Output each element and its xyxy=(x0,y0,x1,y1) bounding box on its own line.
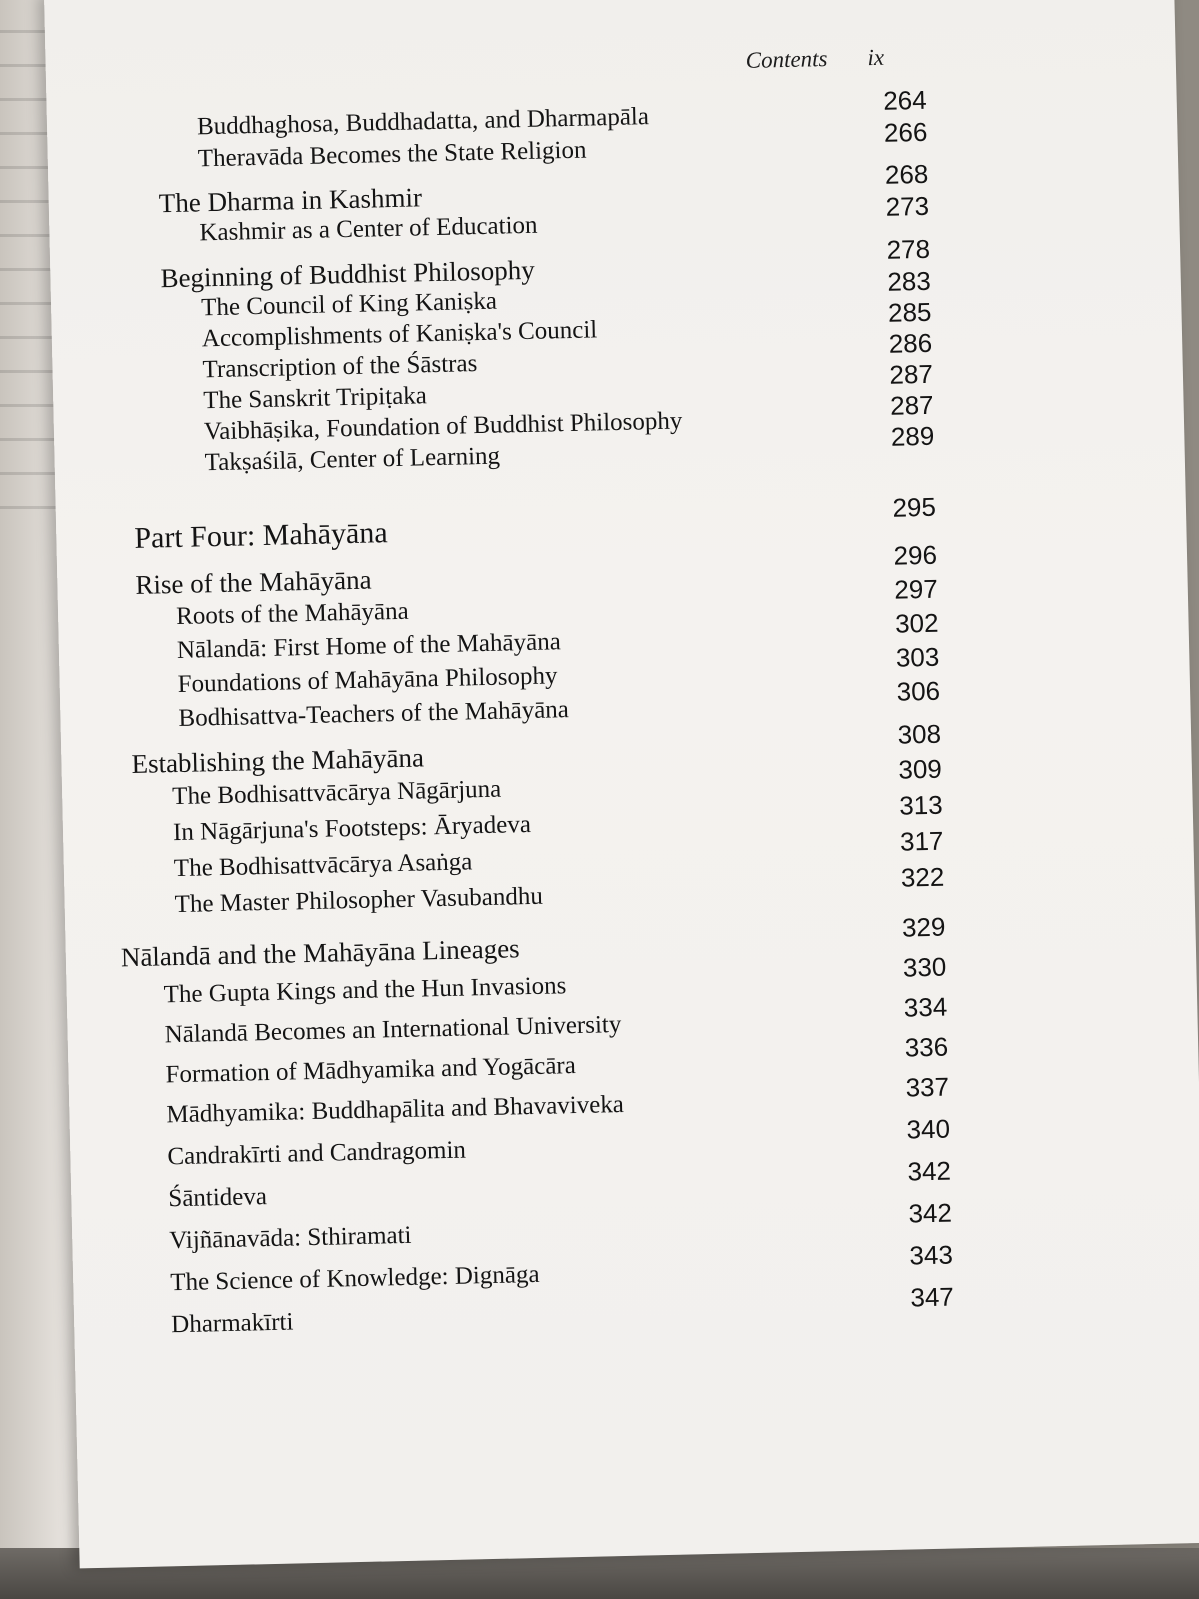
toc-entry-page: 306 xyxy=(896,675,941,707)
toc-entry-title: Beginning of Buddhist Philosophy xyxy=(160,254,536,294)
toc-entry-page: 329 xyxy=(901,911,946,943)
toc-entry-title: The Sanskrit Tripiṭaka xyxy=(202,382,428,415)
toc-entry-page: 266 xyxy=(883,116,928,148)
toc-entry-title: Śāntideva xyxy=(168,1183,268,1213)
toc-entry-title: Nālandā and the Mahāyāna Lineages xyxy=(120,933,520,973)
toc-entry-title: Rise of the Mahāyāna xyxy=(135,564,372,600)
toc-entry-title: Nālandā: First Home of the Mahāyāna xyxy=(176,628,562,664)
toc-entry-title: Accomplishments of Kaniṣka's Council xyxy=(201,316,598,353)
toc-entry-page: 313 xyxy=(898,789,943,821)
toc-entry-page: 283 xyxy=(887,265,932,297)
toc-entry-title: Takṣaśilā, Center of Learning xyxy=(204,442,501,477)
toc-entry-page: 336 xyxy=(904,1031,949,1063)
running-head-page-number: ix xyxy=(867,44,885,71)
toc-entry-page: 287 xyxy=(889,389,934,421)
toc-entry-title: Candrakīrti and Candragomin xyxy=(167,1136,467,1171)
toc-entry-title: Foundations of Mahāyāna Philosophy xyxy=(177,662,558,698)
running-head xyxy=(745,45,884,74)
toc-entry-page: 285 xyxy=(887,296,932,328)
toc-entry-page: 317 xyxy=(899,825,944,857)
toc-entry-page: 297 xyxy=(894,573,939,605)
toc-entry-page: 264 xyxy=(882,84,927,116)
running-head-section: Contents xyxy=(745,46,828,73)
toc-entry-page: 286 xyxy=(888,327,933,359)
toc-entry-page: 268 xyxy=(884,158,929,190)
toc-entry-title: Formation of Mādhyamika and Yogācāra xyxy=(165,1052,577,1089)
contents-page xyxy=(44,0,1199,1568)
toc-entry-title: The Gupta Kings and the Hun Invasions xyxy=(163,972,567,1009)
toc-entry-page: 296 xyxy=(893,539,938,571)
toc-entry-title: Vijñānavāda: Sthiramati xyxy=(169,1221,412,1255)
toc-entry-title: Mādhyamika: Buddhapālita and Bhavaviveka xyxy=(166,1090,625,1129)
toc-entry-page: 278 xyxy=(886,233,931,265)
toc-entry-page: 303 xyxy=(895,641,940,673)
toc-entry-title: Theravāda Becomes the State Religion xyxy=(197,136,587,173)
toc-entry-page: 342 xyxy=(907,1155,952,1187)
toc-entry-title: The Bodhisattvācārya Asaṅga xyxy=(173,848,473,883)
toc-entry-page: 342 xyxy=(908,1197,953,1229)
toc-entry-title: Establishing the Mahāyāna xyxy=(131,742,425,780)
toc-entry-page: 273 xyxy=(885,190,930,222)
toc-entry-title: Transcription of the Śāstras xyxy=(202,350,478,384)
toc-entry-title: Nālandā Becomes an International University xyxy=(164,1010,622,1049)
toc-entry-page: 309 xyxy=(898,753,943,785)
toc-entry-title: Buddhaghosa, Buddhadatta, and Dharmapāla xyxy=(196,103,650,141)
toc-entry-title: Kashmir as a Center of Education xyxy=(199,211,538,247)
toc-entry-page: 340 xyxy=(906,1113,951,1145)
part-heading-page: 295 xyxy=(892,491,937,523)
toc-entry-title: Roots of the Mahāyāna xyxy=(175,597,410,630)
toc-entry-page: 334 xyxy=(903,991,948,1023)
toc-entry-page: 343 xyxy=(909,1239,954,1271)
toc-entry-page: 308 xyxy=(897,718,942,750)
toc-entry-page: 289 xyxy=(890,420,935,452)
toc-entry-title: The Science of Knowledge: Dignāga xyxy=(169,1260,540,1297)
toc-entry-title: The Council of King Kaniṣka xyxy=(200,287,498,322)
toc-entry-title: The Bodhisattvācārya Nāgārjuna xyxy=(171,775,502,811)
toc-entry-title: Vaibhāṣika, Foundation of Buddhist Philosophy xyxy=(203,407,683,446)
toc-entry-page: 302 xyxy=(894,607,939,639)
part-heading-title: Part Four: Mahāyāna xyxy=(134,516,388,555)
toc-entry-page: 337 xyxy=(905,1071,950,1103)
toc-entry-title: The Dharma in Kashmir xyxy=(158,182,423,219)
toc-entry-title: In Nāgārjuna's Footsteps: Āryadeva xyxy=(172,810,532,847)
toc-entry-title: Bodhisattva-Teachers of the Mahāyāna xyxy=(178,696,570,732)
toc-entry-page: 347 xyxy=(910,1281,955,1313)
toc-entry-page: 330 xyxy=(902,951,947,983)
toc-entry-title: Dharmakīrti xyxy=(170,1308,294,1339)
toc-entry-page: 322 xyxy=(900,861,945,893)
toc-entry-page: 287 xyxy=(889,358,934,390)
toc-entry-title: The Master Philosopher Vasubandhu xyxy=(174,882,544,919)
